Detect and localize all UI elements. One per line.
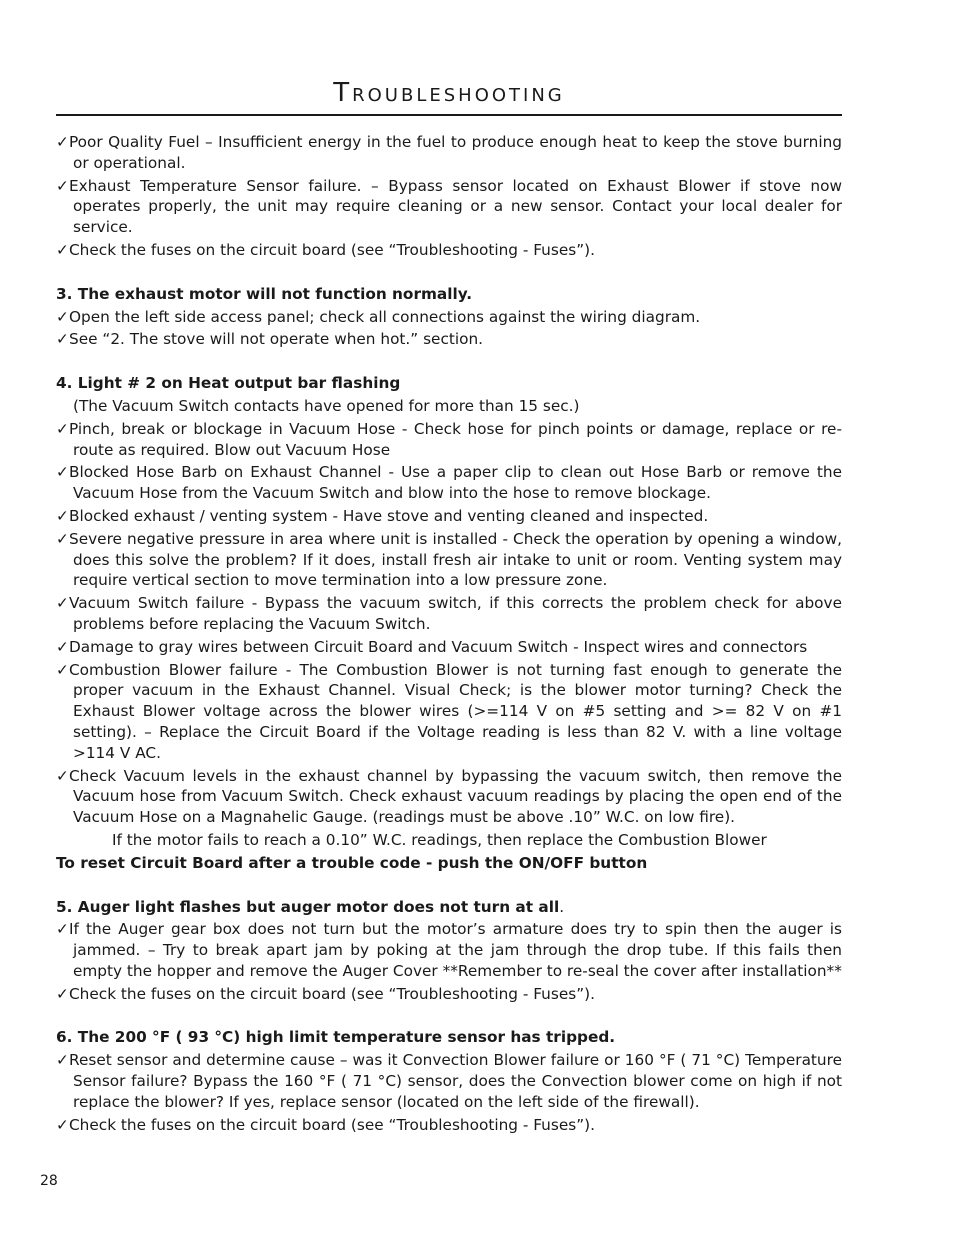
page-title: Troubleshooting bbox=[333, 78, 565, 108]
check-mark-icon: ✓ bbox=[56, 1051, 69, 1070]
section-6-heading: 6. The 200 °F ( 93 °C) high limit temperature sensor has tripped. bbox=[56, 1028, 616, 1047]
item-text: If the Auger gear box does not turn but the motor’s armature does try to spin then the auger is jammed. – Try to break apart jam by poking at the jam through the drop tube. If this fails then empty the hopper and remove the Auger Cover **Remember to re-seal the cover after installation** bbox=[69, 920, 842, 980]
item-text: Check the fuses on the circuit board (see “Troubleshooting - Fuses”). bbox=[69, 984, 595, 1003]
check-mark-icon: ✓ bbox=[56, 529, 69, 548]
section-5-heading-suffix: . bbox=[559, 897, 565, 916]
check-mark-icon: ✓ bbox=[56, 133, 69, 151]
item-text: Poor Quality Fuel – Insufficient energy in the fuel to produce enough heat to keep the stove burning or operational. bbox=[69, 133, 842, 172]
section-4-note: (The Vacuum Switch contacts have opened for more than 15 sec.) bbox=[73, 396, 580, 415]
item-text: Blocked exhaust / venting system - Have stove and venting cleaned and inspected. bbox=[69, 506, 709, 525]
section-3-item bbox=[56, 329, 842, 350]
section-5-item bbox=[56, 984, 842, 1005]
section-4-item bbox=[56, 593, 842, 635]
section-6-item bbox=[56, 1050, 842, 1112]
check-mark-icon: ✓ bbox=[56, 307, 69, 326]
section-3-heading: 3. The exhaust motor will not function normally. bbox=[56, 284, 473, 303]
reset-instruction: To reset Circuit Board after a trouble code - push the ON/OFF button bbox=[56, 853, 648, 872]
section-4-item bbox=[56, 529, 842, 591]
check-mark-icon: ✓ bbox=[56, 984, 69, 1003]
section-3-item bbox=[56, 307, 842, 328]
item-text: Check the fuses on the circuit board (see “Troubleshooting - Fuses”). bbox=[69, 1115, 595, 1134]
item-text: Pinch, break or blockage in Vacuum Hose - Check hose for pinch points or damage, replace or re-route as required. Blow out Vacuum Hose bbox=[69, 419, 842, 459]
check-mark-icon: ✓ bbox=[56, 419, 69, 438]
combustion-blower-note: If the motor fails to reach a 0.10” W.C. readings, then replace the Combustion Blower bbox=[112, 830, 767, 849]
title-divider bbox=[56, 114, 842, 116]
check-mark-icon: ✓ bbox=[56, 330, 69, 349]
page-number: 28 bbox=[40, 1173, 58, 1189]
check-mark-icon: ✓ bbox=[56, 920, 69, 939]
check-mark-icon: ✓ bbox=[56, 176, 69, 195]
item-text: Exhaust Temperature Sensor failure. – Bypass sensor located on Exhaust Blower if stove now operates properly, the unit may require cleaning or a new sensor. Contact your local dealer for service. bbox=[69, 176, 842, 237]
section-4-item bbox=[56, 637, 842, 658]
item-text: Severe negative pressure in area where unit is installed - Check the operation by opening a window, does this solve the problem? If it does, install fresh air intake to unit or room. Venting system may require vertical section to move termination into a low pressure zone. bbox=[69, 529, 842, 590]
item-text: Check Vacuum levels in the exhaust channel by bypassing the vacuum switch, then remove the Vacuum hose from Vacuum Switch. Check exhaust vacuum readings by placing the open end of the Vacuum Hose on a Magnahelic Gauge. (readings must be above .10” W.C. on low fire). bbox=[69, 766, 842, 827]
item-text: Combustion Blower failure - The Combustion Blower is not turning fast enough to generate the proper vacuum in the Exhaust Channel. Visual Check; is the blower motor turning? Check the Exhaust Blower voltage across the blower wires (>=114 V on #5 setting and >= 82 V on #1 setting). – Replace the Circuit Board if the Voltage reading is less than 82 V. with a line voltage >114 V AC. bbox=[69, 660, 842, 762]
intro-item bbox=[56, 176, 842, 238]
section-5-heading bbox=[56, 897, 842, 918]
section-4-item bbox=[56, 462, 842, 504]
item-text: Blocked Hose Barb on Exhaust Channel - Use a paper clip to clean out Hose Barb or remove the Vacuum Hose from the Vacuum Switch and blow into the hose to remove blockage. bbox=[69, 463, 842, 503]
section-4-heading: 4. Light # 2 on Heat output bar flashing bbox=[56, 374, 401, 393]
check-mark-icon: ✓ bbox=[56, 660, 69, 679]
check-mark-icon: ✓ bbox=[56, 766, 69, 785]
section-4-item bbox=[56, 506, 842, 527]
section-4-item bbox=[56, 766, 842, 828]
check-mark-icon: ✓ bbox=[56, 1115, 69, 1134]
item-text: Reset sensor and determine cause – was it Convection Blower failure or 160 °F ( 71 °C) Temperature Sensor failure? Bypass the 160 °F ( 71 °C) sensor, does the Convection blower come on high if not replace the blower? If yes, replace sensor (located on the left side of the firewall). bbox=[69, 1051, 842, 1111]
check-mark-icon: ✓ bbox=[56, 506, 69, 525]
check-mark-icon: ✓ bbox=[56, 637, 69, 656]
item-text: Open the left side access panel; check all connections against the wiring diagram. bbox=[69, 307, 701, 326]
check-mark-icon: ✓ bbox=[56, 463, 69, 482]
section-5-heading-text: 5. Auger light flashes but auger motor does not turn at all bbox=[56, 897, 560, 916]
section-4-item bbox=[56, 660, 842, 764]
intro-item bbox=[56, 132, 842, 174]
item-text: Damage to gray wires between Circuit Board and Vacuum Switch - Inspect wires and connectors bbox=[69, 637, 808, 656]
troubleshooting-content bbox=[56, 132, 842, 1137]
item-text: Check the fuses on the circuit board (see “Troubleshooting - Fuses”). bbox=[69, 240, 595, 259]
check-mark-icon: ✓ bbox=[56, 594, 69, 613]
item-text: See “2. The stove will not operate when hot.” section. bbox=[69, 330, 484, 349]
section-5-item bbox=[56, 919, 842, 981]
section-6-item bbox=[56, 1115, 842, 1136]
check-mark-icon: ✓ bbox=[56, 240, 69, 259]
item-text: Vacuum Switch failure - Bypass the vacuum switch, if this corrects the problem check for above problems before replacing the Vacuum Switch. bbox=[69, 594, 842, 633]
section-4-item bbox=[56, 419, 842, 461]
intro-item bbox=[56, 240, 842, 261]
